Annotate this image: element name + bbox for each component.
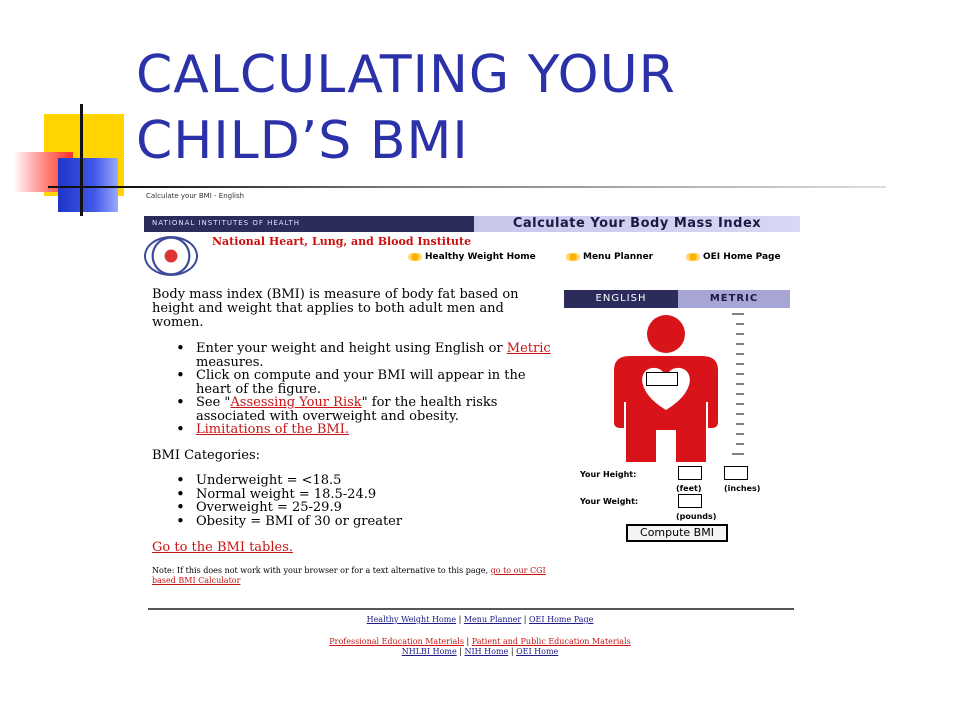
nih-header-bar xyxy=(144,216,800,232)
limitations-link[interactable]: Limitations of the BMI. xyxy=(196,422,349,437)
list-item xyxy=(176,369,556,396)
nhlbi-seal-icon xyxy=(144,236,198,276)
nav-label: Menu Planner xyxy=(583,252,654,262)
footer-nhlbi-home[interactable]: NHLBI Home xyxy=(401,647,457,656)
height-ruler xyxy=(732,312,746,462)
height-feet-input[interactable] xyxy=(678,466,702,480)
bmi-tables-link[interactable]: Go to the BMI tables. xyxy=(152,540,294,555)
tab-metric[interactable]: METRIC xyxy=(678,290,790,308)
list-item: • Underweight = <18.5 xyxy=(176,474,556,488)
arrow-icon xyxy=(408,253,422,261)
instructions-list xyxy=(176,342,556,437)
bmi-webpage-screenshot xyxy=(140,190,820,670)
nav-label: Healthy Weight Home xyxy=(425,252,536,262)
compute-bmi-button[interactable]: Compute BMI xyxy=(626,524,728,542)
decor-horizontal-line xyxy=(48,186,886,188)
separator: | xyxy=(456,615,464,624)
footer-row-1 xyxy=(140,615,820,625)
slide-title xyxy=(136,42,856,174)
instruction-text: Enter your weight and height using English or xyxy=(196,341,507,356)
inches-label: (inches) xyxy=(724,484,761,493)
institute-name: National Heart, Lung, and Blood Institute xyxy=(212,235,472,248)
note-text xyxy=(152,566,572,586)
separator: | xyxy=(463,637,472,646)
bmi-result-box xyxy=(646,372,678,386)
nav-oei-home-page[interactable] xyxy=(686,252,781,262)
separator: | xyxy=(508,647,517,656)
cgi-calculator-link[interactable]: go to our CGI based BMI Calculator xyxy=(152,566,546,585)
nav-menu-planner[interactable] xyxy=(566,252,653,262)
feet-label: (feet) xyxy=(676,484,702,493)
height-inches-input[interactable] xyxy=(724,466,748,480)
footer-menu-planner[interactable]: Menu Planner xyxy=(463,615,522,624)
intro-text: Body mass index (BMI) is measure of body fat based on height and weight that applies to both adult men and women. xyxy=(152,287,519,330)
slide-title-line-2: CHILD’S BMI xyxy=(136,111,469,171)
nav-healthy-weight-home[interactable] xyxy=(408,252,536,262)
footer-healthy-weight-home[interactable]: Healthy Weight Home xyxy=(366,615,457,624)
list-item xyxy=(176,342,556,369)
pounds-label: (pounds) xyxy=(676,512,717,521)
list-item xyxy=(176,423,556,437)
categories-list xyxy=(176,474,556,528)
weight-label: Your Weight: xyxy=(580,497,639,506)
categories-heading: BMI Categories: xyxy=(152,448,261,463)
agency-name: NATIONAL INSTITUTES OF HEALTH xyxy=(152,219,301,227)
list-item: • Overweight = 25-29.9 xyxy=(176,501,556,515)
footer-nih-home[interactable]: NIH Home xyxy=(464,647,509,656)
metric-link[interactable]: Metric xyxy=(506,341,551,356)
nav-label: OEI Home Page xyxy=(703,252,781,262)
list-item: • Normal weight = 18.5-24.9 xyxy=(176,488,556,502)
height-label: Your Height: xyxy=(580,470,637,479)
footer-oei-home-page[interactable]: OEI Home Page xyxy=(529,615,594,624)
unit-tabs xyxy=(564,290,790,308)
assessing-risk-link[interactable]: Assessing Your Risk xyxy=(230,395,362,410)
instruction-text: " for the health risks associated with overweight and obesity. xyxy=(196,395,498,424)
list-item xyxy=(176,396,556,423)
list-item: • Obesity = BMI of 30 or greater xyxy=(176,515,556,529)
footer-professional-materials[interactable]: Professional Education Materials xyxy=(329,637,464,646)
footer-oei-home[interactable]: OEI Home xyxy=(516,647,559,656)
weight-pounds-input[interactable] xyxy=(678,494,702,508)
instruction-text: Click on compute and your BMI will appear in the heart of the figure. xyxy=(196,368,526,397)
footer-patient-materials[interactable]: Patient and Public Education Materials xyxy=(471,637,631,646)
footer-divider xyxy=(148,608,794,610)
tab-english[interactable]: ENGLISH xyxy=(564,290,678,308)
separator: | xyxy=(456,647,465,656)
browser-caption: Calculate your BMI - English xyxy=(146,192,245,200)
note-body: Note: If this does not work with your browser or for a text alternative to this page, xyxy=(152,566,491,575)
footer-row-2 xyxy=(140,637,820,647)
decor-vertical-line xyxy=(80,104,83,216)
slide-title-line-1: CALCULATING YOUR xyxy=(136,45,676,105)
footer-row-3 xyxy=(140,647,820,657)
separator: | xyxy=(521,615,529,624)
body-figure-icon xyxy=(596,312,736,462)
arrow-icon xyxy=(686,253,700,261)
arrow-icon xyxy=(566,253,580,261)
instruction-text: See " xyxy=(196,395,231,410)
page-title: Calculate Your Body Mass Index xyxy=(474,216,800,232)
decor-blue-square xyxy=(58,158,118,212)
instruction-text: measures. xyxy=(196,354,264,370)
